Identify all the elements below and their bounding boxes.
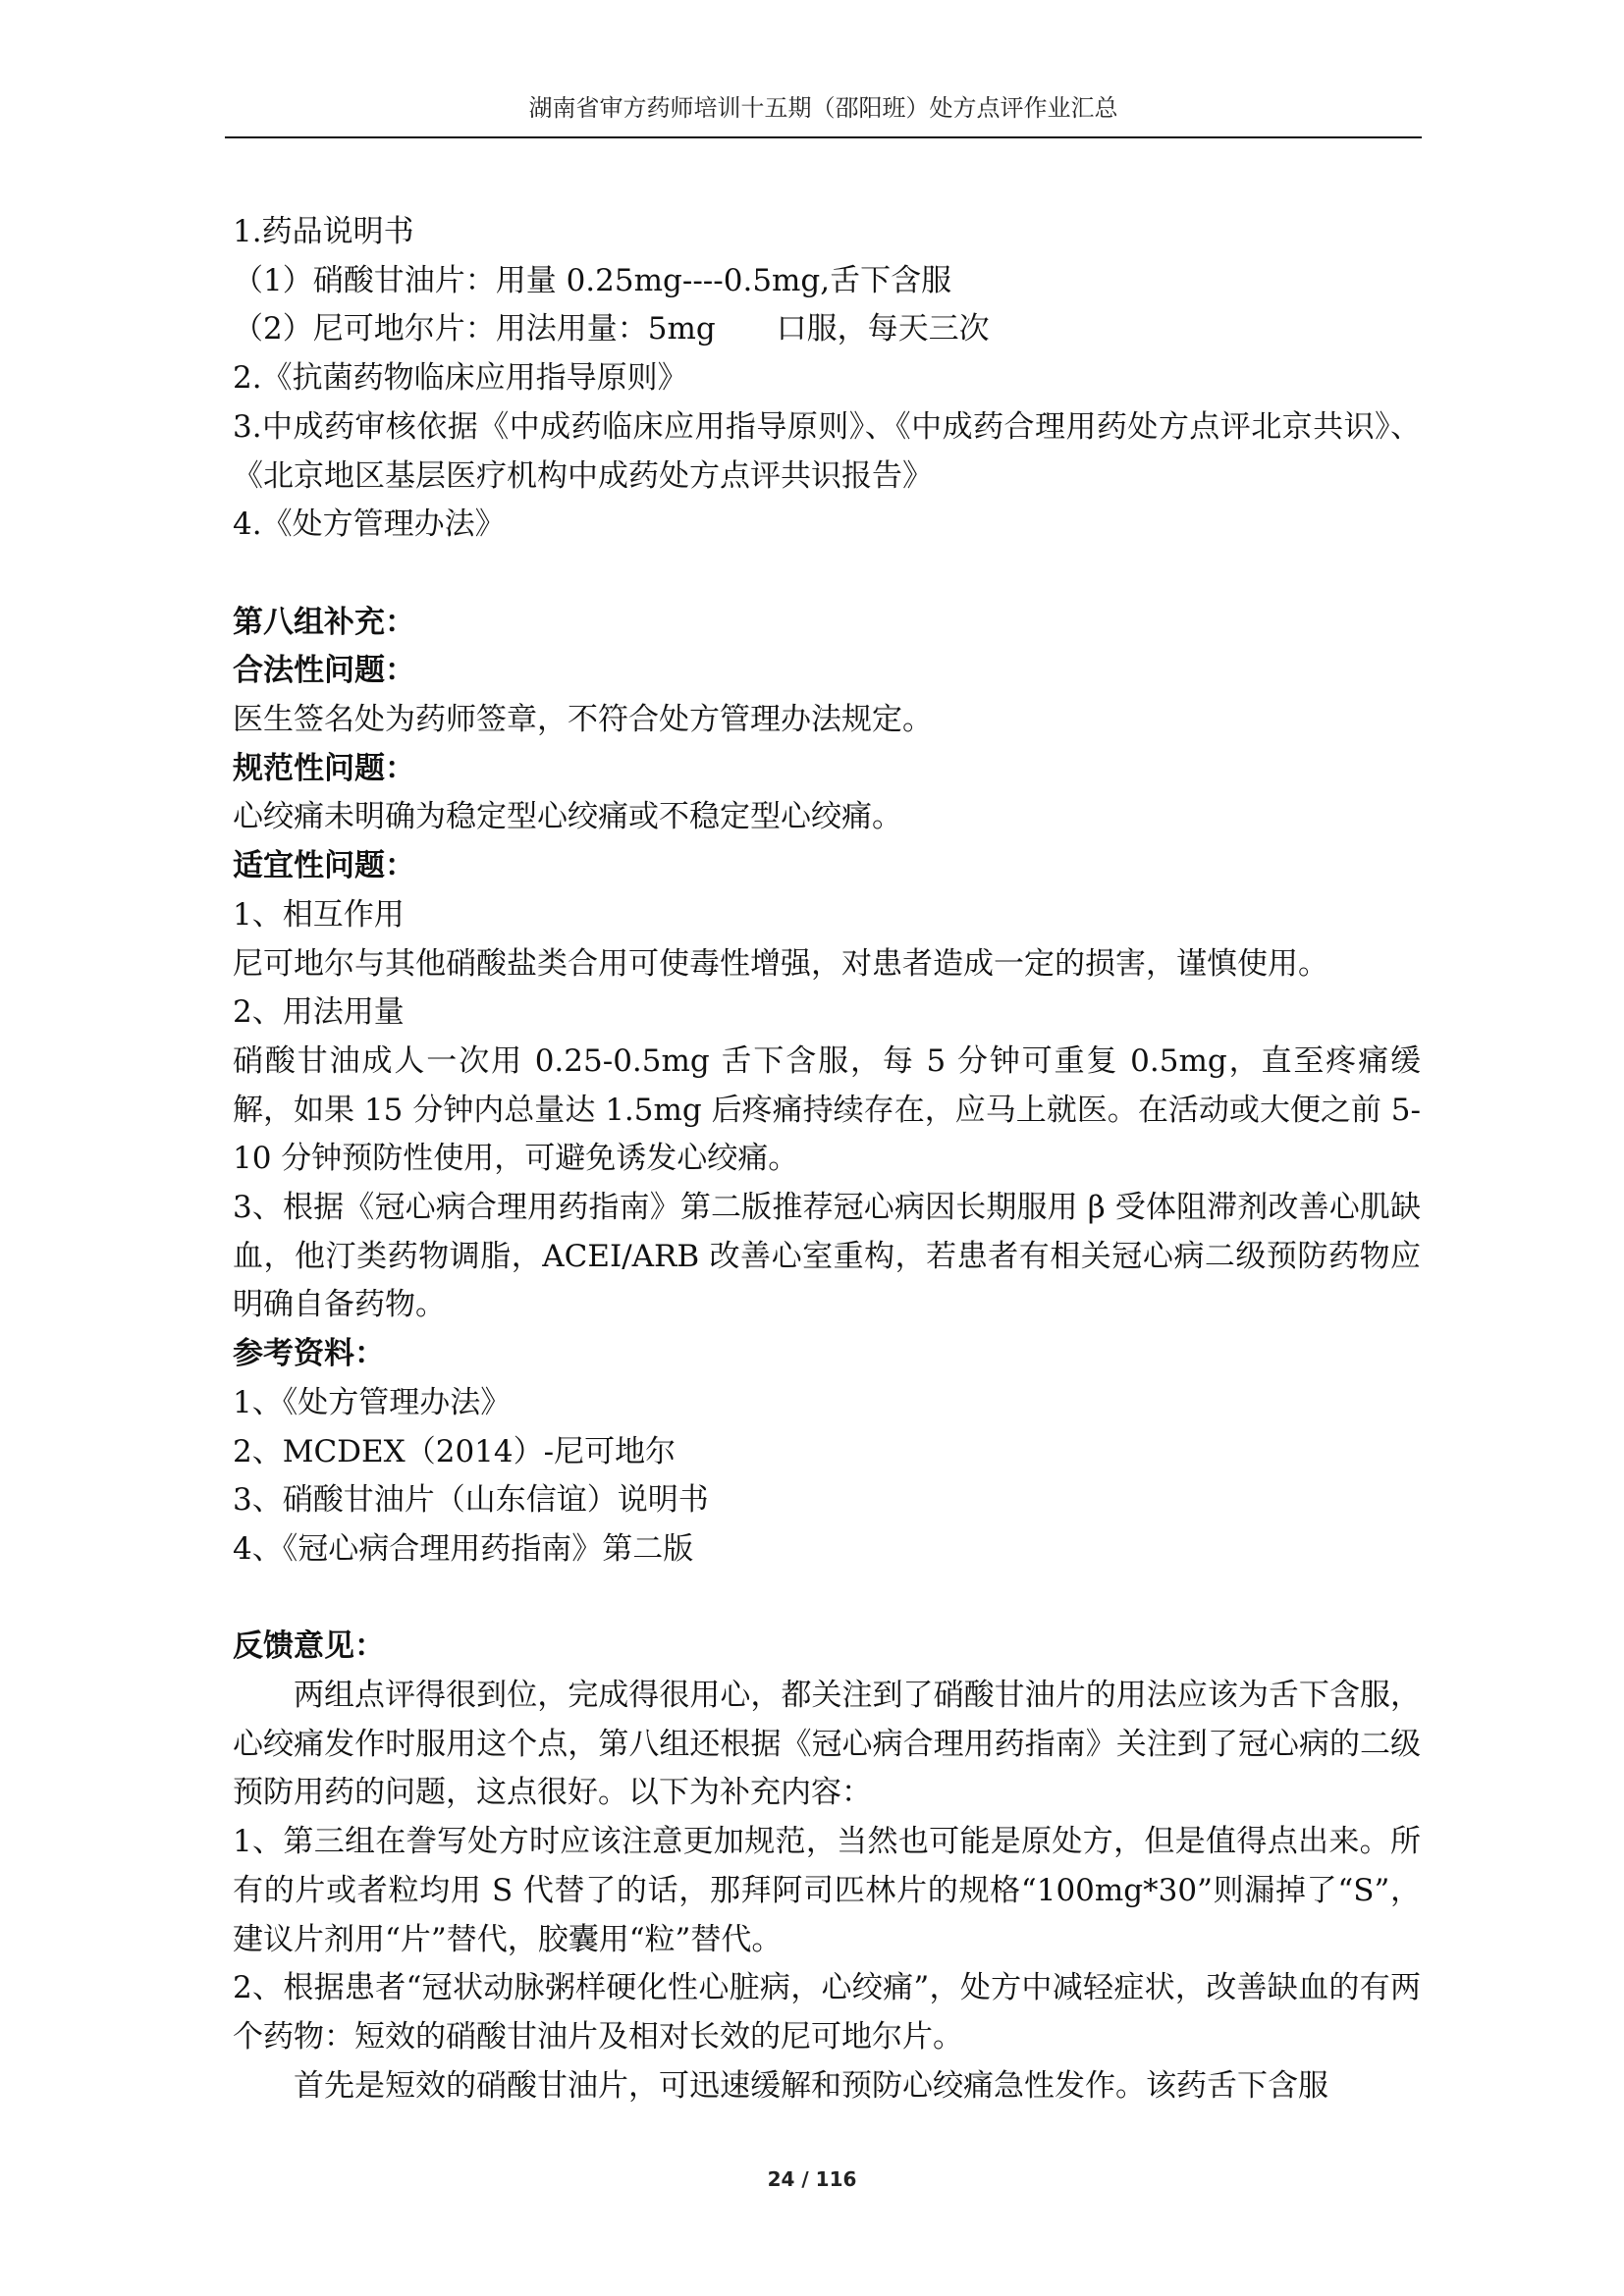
feedback-paragraph: 两组点评得很到位，完成得很用心，都关注到了硝酸甘油片的用法应该为舌下含服，心绞痛发作时服用这个点，第八组还根据《冠心病合理用药指南》关注到了冠心病的二级预防用药的问题，这点很好。以下为补充内容： — [233, 1678, 1421, 1811]
ref-heading: 参考资料： — [233, 1336, 385, 1372]
ref-item: 2、MCDEX（2014）-尼可地尔 — [233, 1433, 677, 1469]
ref-line: 3.中成药审核依据《中成药临床应用指导原则》、《中成药合理用药处方点评北京共识》、《北京地区基层医疗机构中成药处方点评共识报告》 — [233, 408, 1421, 494]
feedback-paragraph: 2、根据患者“冠状动脉粥样硬化性心脏病，心绞痛”，处方中减轻症状，改善缺血的有两个药物：短效的硝酸甘油片及相对长效的尼可地尔片。 — [233, 1970, 1421, 2055]
legal-text: 医生签名处为药师签章，不符合处方管理办法规定。 — [233, 702, 933, 738]
suit-item: 2、用法用量 — [233, 994, 405, 1031]
suit-item: 1、相互作用 — [233, 896, 405, 933]
document-body — [233, 208, 1421, 2110]
feedback-heading: 反馈意见： — [233, 1629, 385, 1665]
legal-heading: 合法性问题： — [233, 653, 415, 689]
ref-line: 2.《抗菌药物临床应用指导原则》 — [233, 360, 688, 397]
ref-item: 1、《处方管理办法》 — [233, 1384, 512, 1420]
norm-heading: 规范性问题： — [233, 750, 415, 786]
section-title: 第八组补充： — [233, 604, 415, 640]
suit-item: 硝酸甘油成人一次用 0.25-0.5mg 舌下含服，每 5 分钟可重复 0.5mg，直至疼痛缓解，如果 15 分钟内总量达 1.5mg 后疼痛持续存在，应马上就医。在活动或大便之前 5-10 分钟预防性使用，可避免诱发心绞痛。 — [233, 1042, 1421, 1177]
norm-text: 心绞痛未明确为稳定型心绞痛或不稳定型心绞痛。 — [233, 799, 902, 835]
ref-item: 3、硝酸甘油片（山东信谊）说明书 — [233, 1482, 709, 1519]
ref-line: （2）尼可地尔片：用法用量：5mg 口服，每天三次 — [233, 311, 990, 347]
ref-line: 4.《处方管理办法》 — [233, 507, 506, 543]
suit-heading: 适宜性问题： — [233, 848, 415, 884]
ref-line: （1）硝酸甘油片：用量 0.25mg----0.5mg,舌下含服 — [233, 262, 952, 298]
ref-item: 4、《冠心病合理用药指南》第二版 — [233, 1530, 694, 1567]
feedback-paragraph: 首先是短效的硝酸甘油片，可迅速缓解和预防心绞痛急性发作。该药舌下含服 — [294, 2067, 1328, 2104]
page-number: 24 / 116 — [767, 2167, 857, 2191]
feedback-paragraph: 1、第三组在誊写处方时应该注意更加规范，当然也可能是原处方，但是值得点出来。所有的片或者粒均用 S 代替了的话，那拜阿司匹林片的规格“100mg*30”则漏掉了“S”，建议片剂用“片”替代，胶囊用“粒”替代。 — [233, 1824, 1421, 1957]
suit-item: 尼可地尔与其他硝酸盐类合用可使毒性增强，对患者造成一定的损害，谨慎使用。 — [233, 945, 1328, 982]
ref-line: 1.药品说明书 — [233, 214, 414, 249]
page-header: 湖南省审方药师培训十五期（邵阳班）处方点评作业汇总 — [225, 88, 1422, 138]
suit-item: 3、根据《冠心病合理用药指南》第二版推荐冠心病因长期服用 β 受体阻滞剂改善心肌缺血，他汀类药物调脂，ACEI/ARB 改善心室重构，若患者有相关冠心病二级预防药物应明确自备药物。 — [233, 1190, 1421, 1323]
